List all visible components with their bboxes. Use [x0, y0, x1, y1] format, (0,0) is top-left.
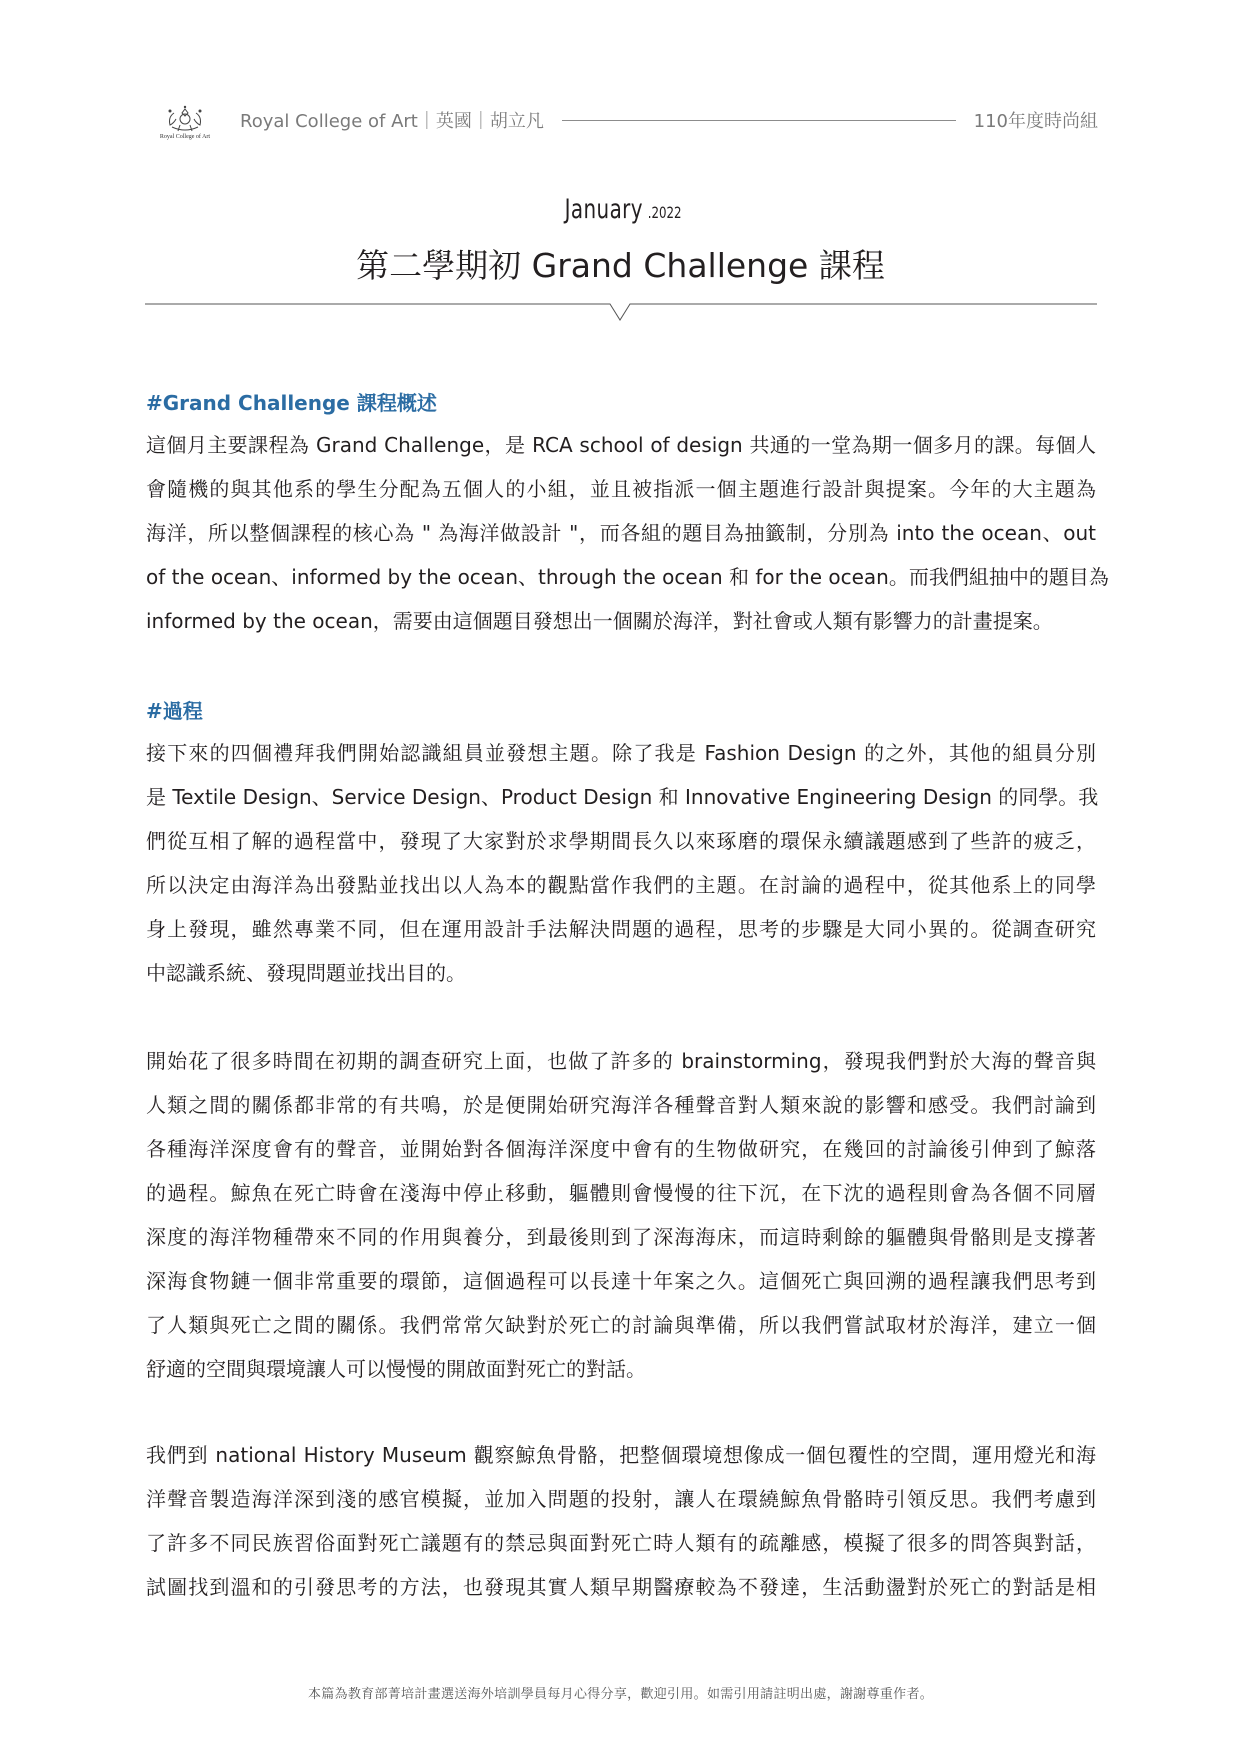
page-footer: 本篇為教育部菁培計畫選送海外培訓學員每月心得分享，歡迎引用。如需引用請註明出處，謝謝尊重作者。 — [307, 1687, 934, 1702]
section-heading-overview: #Grand Challenge 課程概述 — [146, 391, 437, 415]
crest-icon — [162, 105, 208, 133]
page-title: 第二學期初 Grand Challenge 課程 — [356, 246, 885, 285]
logo-wordmark: Royal College of Art — [159, 134, 211, 140]
text-line: informed by the ocean，需要由這個題目發想出一個關於海洋，對社會或人類有影響力的計畫提案。 — [146, 609, 1053, 633]
paragraph-process — [146, 731, 1099, 995]
text-line: 接下來的四個禮拜我們開始認識組員並發想主題。除了我是 Fashion Design 的之外，其他的組員分別 — [146, 741, 1096, 765]
text-line: 會隨機的與其他系的學生分配為五個人的小組，並且被指派一個主題進行設計與提案。今年的大主題為 — [146, 477, 1096, 501]
text-line: 海洋，所以整個課程的核心為 " 為海洋做設計 "，而各組的題目為抽籤制，分別為 into the ocean、out — [146, 521, 1096, 545]
text-line: 了許多不同民族習俗面對死亡議題有的禁忌與面對死亡時人類有的疏離感，模擬了很多的問答與對話， — [146, 1531, 1096, 1555]
text-line: 人類之間的關係都非常的有共鳴，於是便開始研究海洋各種聲音對人類來說的影響和感受。我們討論到 — [146, 1093, 1096, 1117]
text-line: 是 Textile Design、Service Design、Product Design 和 Innovative Engineering Design 的同學。我 — [146, 785, 1099, 809]
month-label — [0, 194, 1241, 225]
text-line: 的過程。鯨魚在死亡時會在淺海中停止移動，軀體則會慢慢的往下沉，在下沈的過程則會為各個不同層 — [146, 1181, 1096, 1205]
text-line: of the ocean、informed by the ocean、through the ocean 和 for the ocean。而我們組抽中的題目為 — [146, 565, 1109, 589]
text-line: 所以決定由海洋為出發點並找出以人為本的觀點當作我們的主題。在討論的過程中，從其他系上的同學 — [146, 873, 1096, 897]
text-line: 舒適的空間與環境讓人可以慢慢的開啟面對死亡的對話。 — [146, 1357, 646, 1381]
text-line: 了人類與死亡之間的關係。我們常常欠缺對於死亡的討論與準備，所以我們嘗試取材於海洋，建立一個 — [146, 1313, 1096, 1337]
page-header — [150, 100, 1098, 140]
title-divider — [145, 296, 1097, 322]
month-year: .2022 — [647, 203, 682, 222]
text-line: 們從互相了解的過程當中，發現了大家對於求學期間長久以來琢磨的環保永續議題感到了些許的疲乏， — [146, 829, 1096, 853]
text-line: 試圖找到溫和的引發思考的方法，也發現其實人類早期醫療較為不發達，生活動盪對於死亡的對話是相 — [146, 1575, 1096, 1599]
rca-logo — [150, 100, 220, 140]
text-line: 中認識系統、發現問題並找出目的。 — [146, 961, 466, 985]
text-line: 深度的海洋物種帶來不同的作用與養分，到最後則到了深海海床，而這時剩餘的軀體與骨骼則是支撐著 — [146, 1225, 1096, 1249]
month-name: January — [564, 194, 644, 225]
text-line: 身上發現，雖然專業不同，但在運用設計手法解決問題的過程，思考的步驟是大同小異的。從調查研究 — [146, 917, 1096, 941]
text-line: 深海食物鏈一個非常重要的環節，這個過程可以長達十年案之久。這個死亡與回溯的過程讓我們思考到 — [146, 1269, 1096, 1293]
text-line: 這個月主要課程為 Grand Challenge，是 RCA school of design 共通的一堂為期一個多月的課。每個人 — [146, 433, 1096, 457]
header-source: Royal College of Art｜英國｜胡立凡 — [240, 111, 544, 132]
text-line: 開始花了很多時間在初期的調查研究上面，也做了許多的 brainstorming，發現我們對於大海的聲音與 — [146, 1049, 1096, 1073]
header-group: 110年度時尚組 — [973, 111, 1098, 132]
text-line: 我們到 national History Museum 觀察鯨魚骨骼，把整個環境想像成一個包覆性的空間，運用燈光和海 — [146, 1443, 1096, 1467]
paragraph-research — [146, 1039, 1096, 1391]
text-line: 洋聲音製造海洋深到淺的感官模擬，並加入問題的投射，讓人在環繞鯨魚骨骼時引領反思。我們考慮到 — [146, 1487, 1096, 1511]
paragraph-overview — [146, 423, 1109, 643]
paragraph-museum — [146, 1433, 1096, 1609]
text-line: 各種海洋深度會有的聲音，並開始對各個海洋深度中會有的生物做研究，在幾回的討論後引伸到了鯨落 — [146, 1137, 1096, 1161]
section-heading-process: #過程 — [146, 699, 203, 723]
header-rule — [562, 120, 956, 121]
